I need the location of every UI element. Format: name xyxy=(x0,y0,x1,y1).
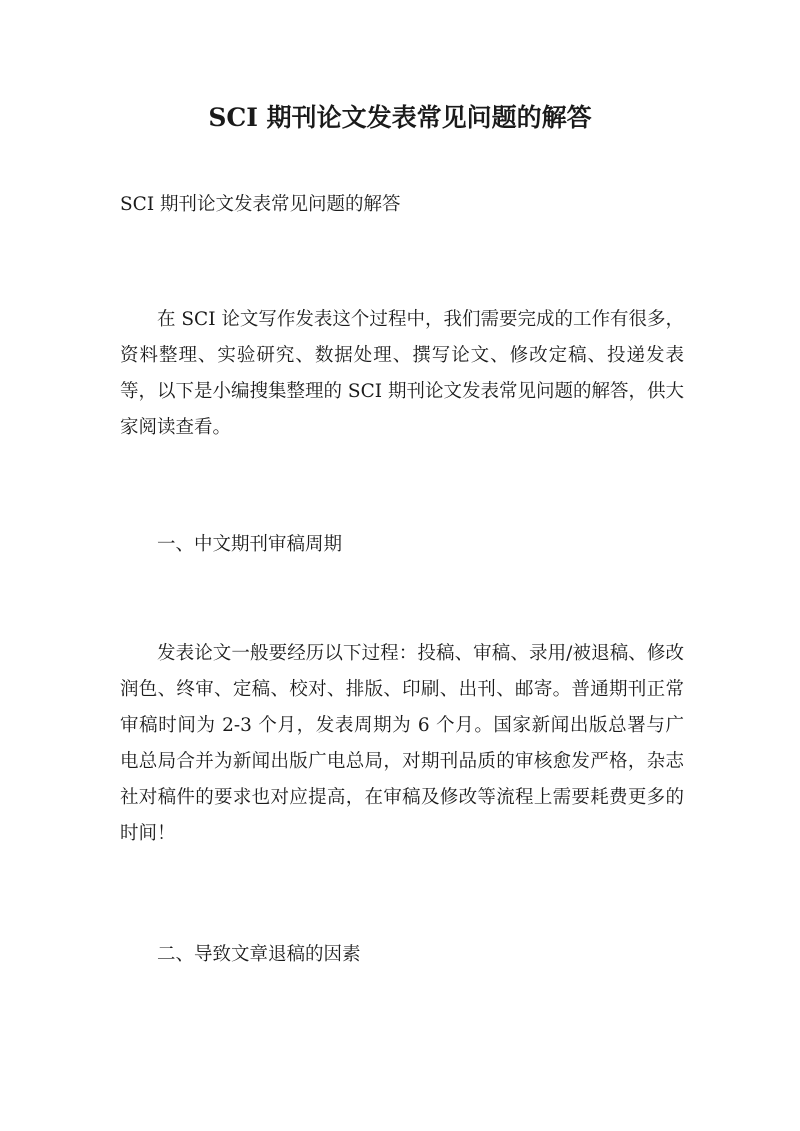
intro-paragraph: 在 SCI 论文写作发表这个过程中，我们需要完成的工作有很多，资料整理、实验研究、数据处理、撰写论文、修改定稿、投递发表等，以下是小编搜集整理的 SCI 期刊论文发表常见问题的解答，供大家阅读查看。 xyxy=(120,309,684,438)
document-title: SCI 期刊论文发表常见问题的解答 xyxy=(208,103,592,132)
section-heading-rejection-factors: 二、导致文章退稿的因素 xyxy=(157,944,361,965)
section-heading-review-cycle: 一、中文期刊审稿周期 xyxy=(157,534,343,555)
review-cycle-paragraph: 发表论文一般要经历以下过程：投稿、审稿、录用/被退稿、修改润色、终审、定稿、校对、排版、印刷、出刊、邮寄。普通期刊正常审稿时间为 2-3 个月，发表周期为 6 个月。国家新闻出版总署与广电总局合并为新闻出版广电总局，对期刊品质的审核愈发严格，杂志社对稿件的要求也对应提高，在审稿及修改等流程上需要耗费更多的时间！ xyxy=(120,643,684,844)
document-subtitle: SCI 期刊论文发表常见问题的解答 xyxy=(120,194,401,215)
